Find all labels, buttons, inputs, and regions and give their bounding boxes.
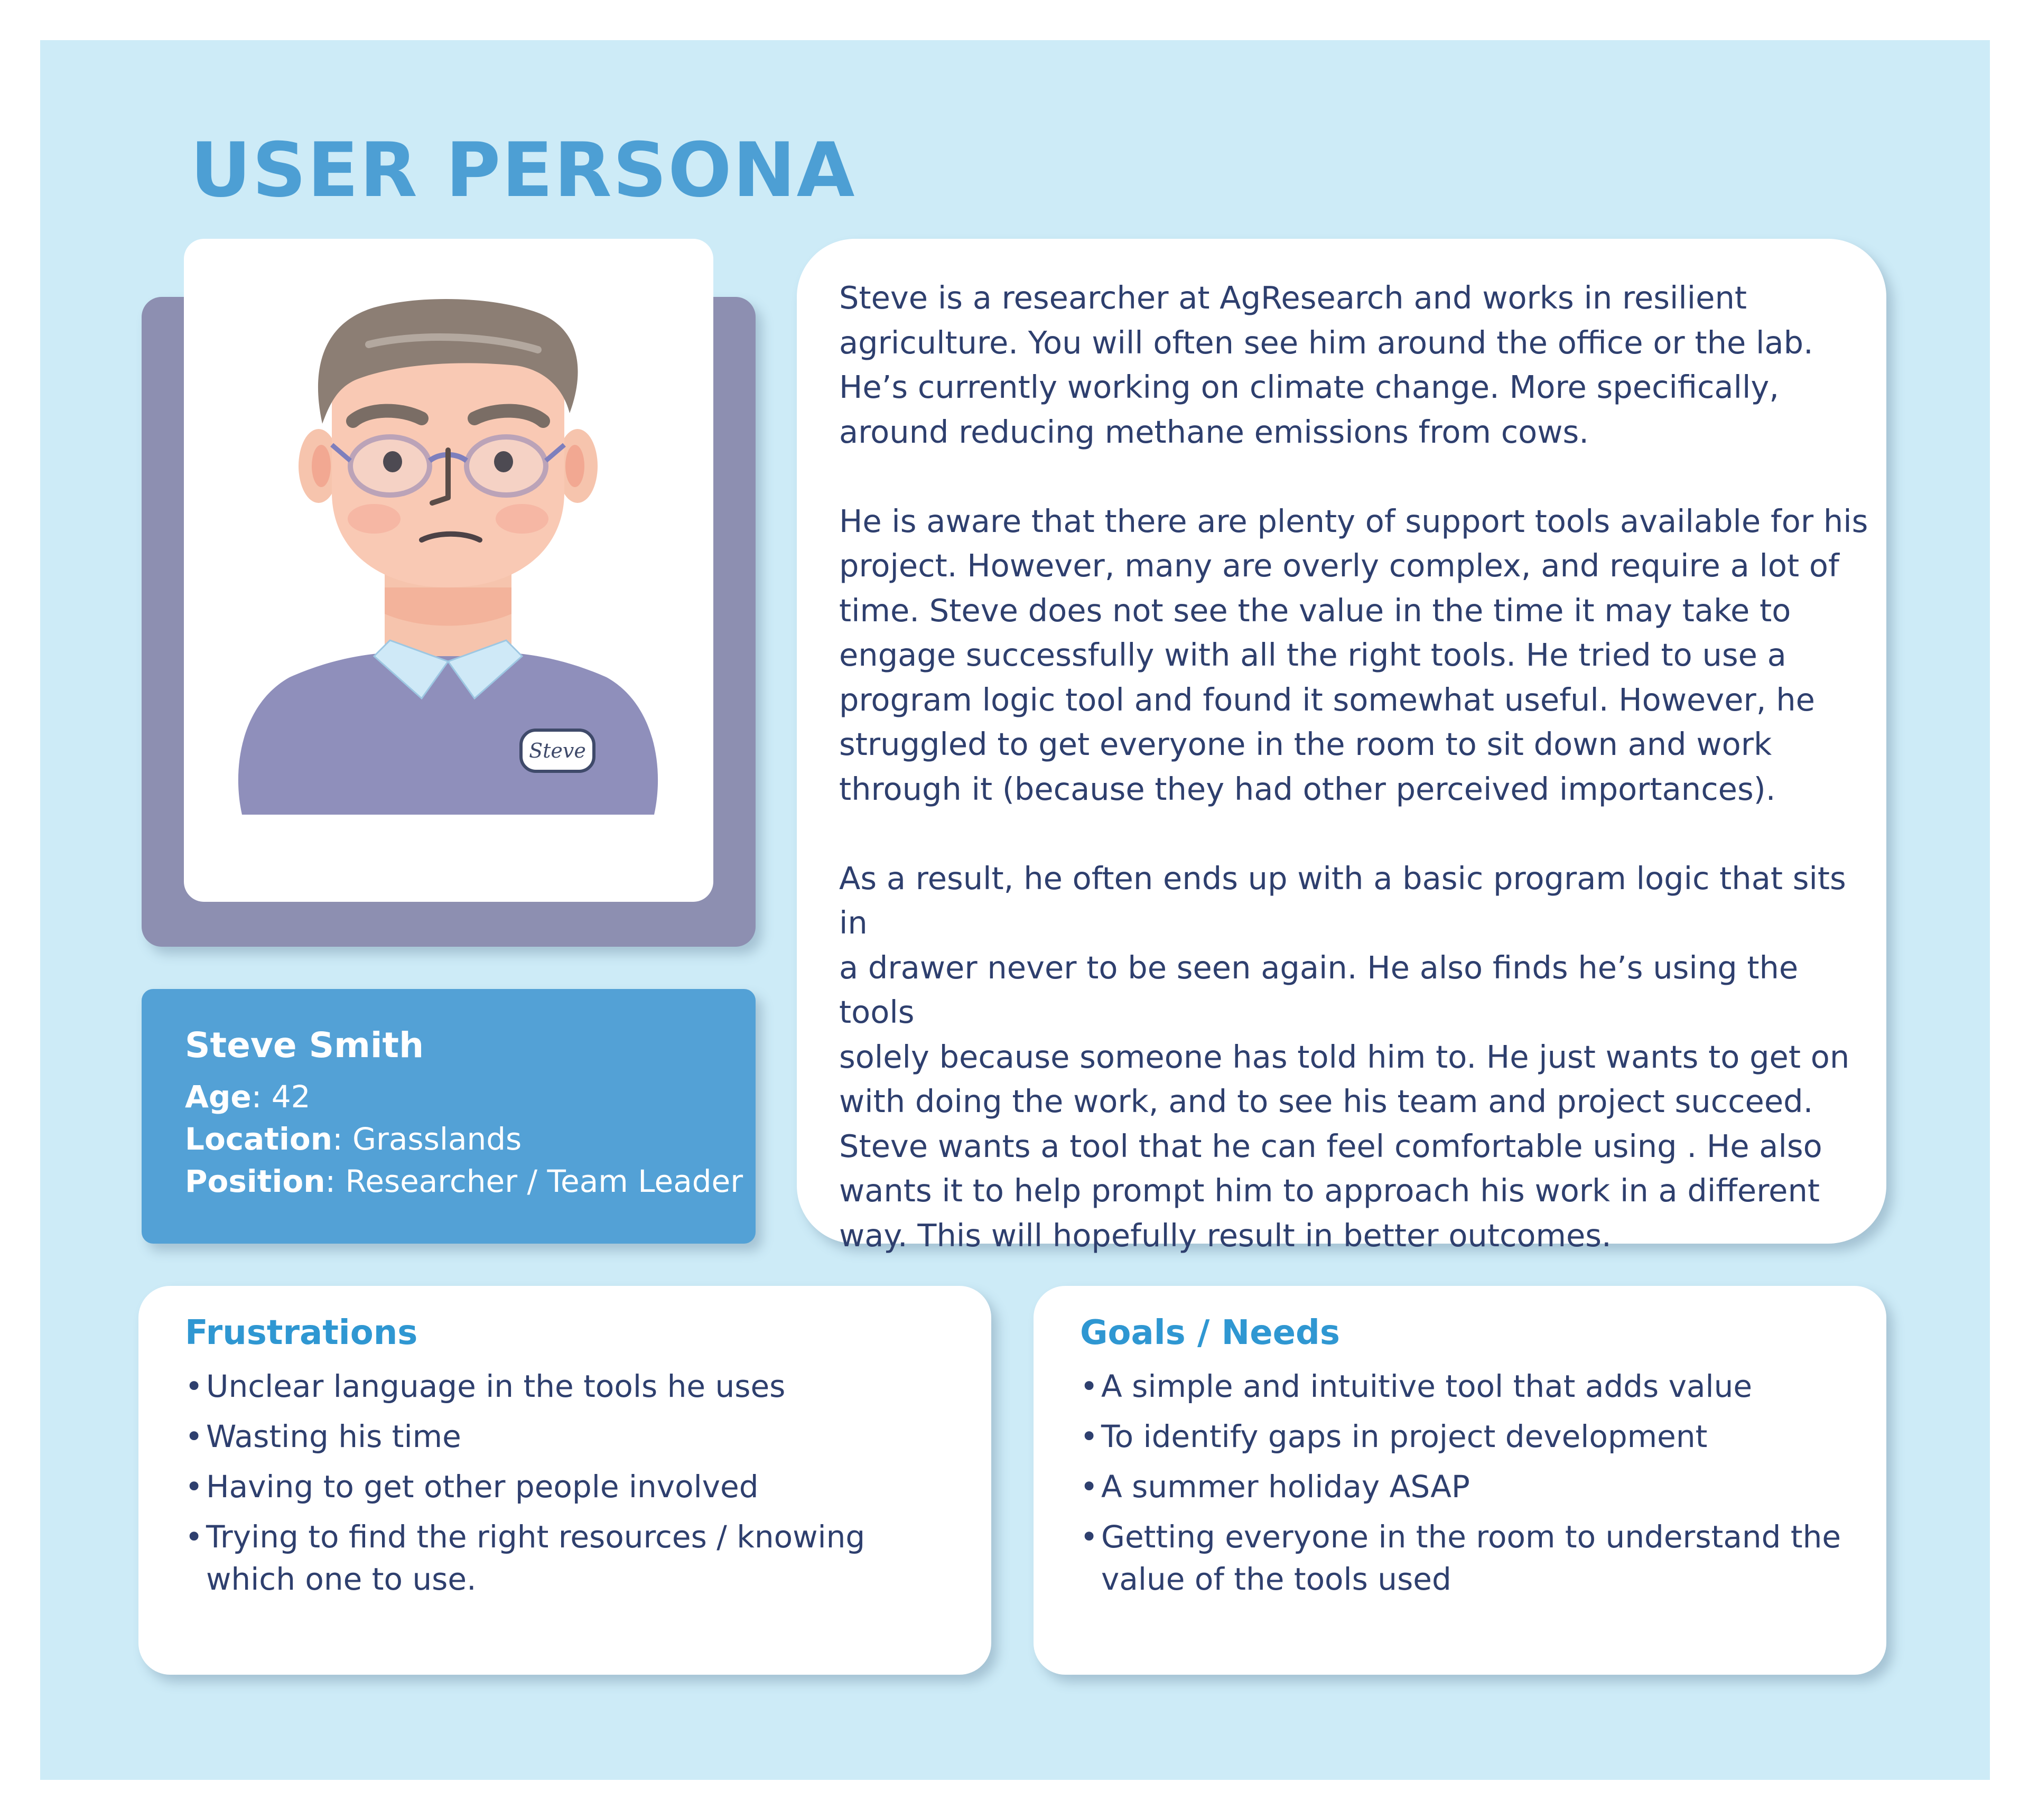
bullet-icon: • bbox=[185, 1469, 203, 1505]
page-title: USER PERSONA bbox=[190, 127, 856, 214]
bio-paragraph: He is aware that there are plenty of support tools available for his project. However, many are overly complex, and require a lot of time. Steve does not see the value in the time it may take to engage successfully with all the right tools. He tried to use a program logic tool and found it somewhat useful. However, he struggled to get everyone in the room to sit down and work through it (because they had other perceived importances). bbox=[839, 502, 1868, 807]
frustrations-card bbox=[138, 1286, 991, 1675]
bullet-icon: • bbox=[1080, 1418, 1099, 1454]
location-label: Location bbox=[185, 1121, 333, 1157]
bullet-icon: • bbox=[185, 1368, 203, 1404]
bullet-icon: • bbox=[1080, 1368, 1099, 1404]
list-item bbox=[185, 1516, 967, 1600]
list-item-text: Unclear language in the tools he uses bbox=[206, 1368, 786, 1404]
bullet-icon: • bbox=[185, 1519, 203, 1555]
list-item-text: Wasting his time bbox=[206, 1418, 461, 1454]
list-item bbox=[1080, 1466, 1862, 1508]
age-value: : 42 bbox=[251, 1079, 311, 1115]
sweater-illustration bbox=[238, 652, 658, 815]
avatar bbox=[200, 292, 696, 820]
list-item-text: A simple and intuitive tool that adds value bbox=[1101, 1368, 1753, 1404]
list-item bbox=[185, 1415, 967, 1458]
profile-card bbox=[142, 989, 756, 1244]
age-label: Age bbox=[185, 1079, 252, 1115]
profile-name: Steve Smith bbox=[185, 1025, 424, 1066]
frustrations-heading: Frustrations bbox=[185, 1313, 418, 1352]
goals-heading: Goals / Needs bbox=[1080, 1313, 1340, 1352]
bio-text bbox=[839, 276, 1869, 1303]
bio-paragraph: Steve is a researcher at AgResearch and works in resilient agriculture. You will often see him around the office or the lab. He’s currently working on climate change. More specifically, around reducing methane emissions from cows. bbox=[839, 279, 1813, 450]
profile-location-row bbox=[185, 1121, 522, 1157]
location-value: : Grasslands bbox=[332, 1121, 522, 1157]
position-label: Position bbox=[185, 1163, 325, 1199]
badge-name-text: Steve bbox=[529, 739, 586, 762]
list-item-text: Trying to find the right resources / knowing which one to use. bbox=[206, 1519, 865, 1597]
bio-card bbox=[797, 239, 1886, 1254]
list-item bbox=[185, 1365, 967, 1407]
list-item bbox=[1080, 1365, 1862, 1407]
list-item-text: To identify gaps in project development bbox=[1101, 1418, 1708, 1454]
position-value: : Researcher / Team Leader bbox=[325, 1163, 743, 1199]
goals-list bbox=[1080, 1365, 1862, 1608]
list-item bbox=[185, 1466, 967, 1508]
profile-age-row bbox=[185, 1079, 311, 1115]
bullet-icon: • bbox=[1080, 1469, 1099, 1505]
goals-card bbox=[1034, 1286, 1886, 1675]
bullet-icon: • bbox=[1080, 1519, 1099, 1555]
frustrations-list bbox=[185, 1365, 967, 1608]
list-item-text: Having to get other people involved bbox=[206, 1469, 759, 1505]
list-item-text: A summer holiday ASAP bbox=[1101, 1469, 1470, 1505]
list-item bbox=[1080, 1415, 1862, 1458]
bullet-icon: • bbox=[185, 1418, 203, 1454]
bio-paragraph: As a result, he often ends up with a basic program logic that sits in a drawer never to be seen again. He also finds he’s using the tools solely because someone has told him to. He just wants to get on with doing the work, and to see his team and project succeed. Steve wants a tool that he can feel comfortable using . He also wants it to help prompt him to approach his work in a different way. This will hopefully result in better outcomes. bbox=[839, 860, 1850, 1254]
list-item bbox=[1080, 1516, 1862, 1600]
list-item-text: Getting everyone in the room to understand the value of the tools used bbox=[1101, 1519, 1841, 1597]
profile-position-row bbox=[185, 1163, 743, 1199]
photo-card bbox=[184, 239, 713, 902]
